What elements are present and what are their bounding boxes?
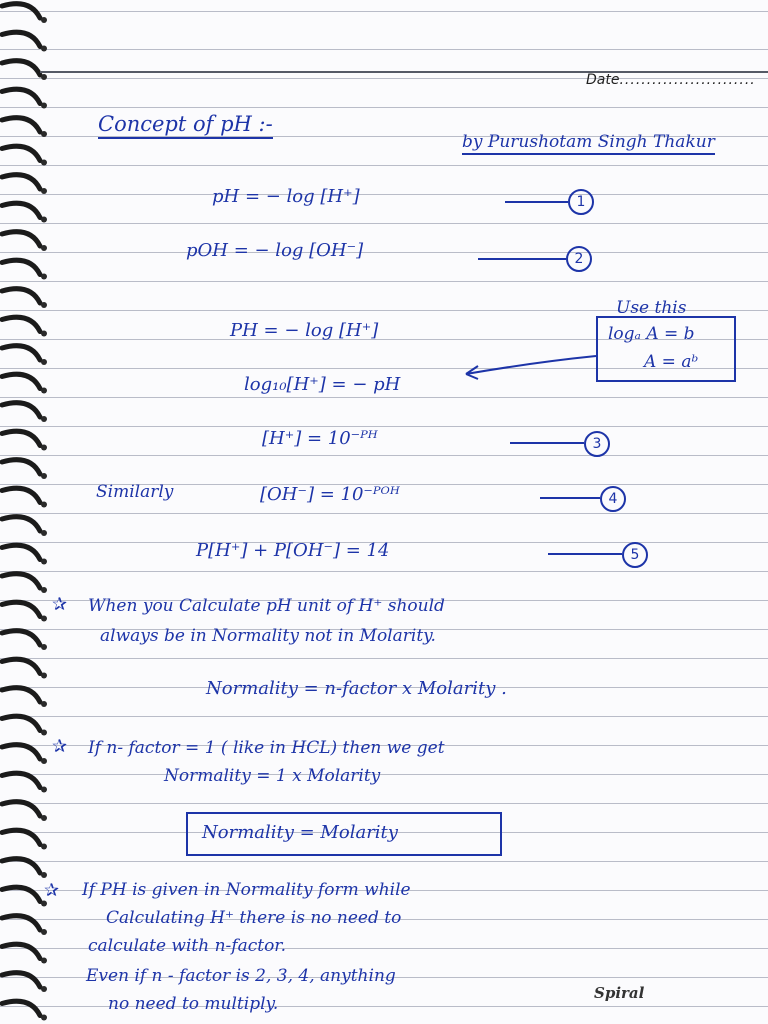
spiral-coil xyxy=(2,745,40,759)
note-3-line-1: If PH is given in Normality form while xyxy=(82,880,411,900)
spiral-hole xyxy=(41,473,47,479)
derivation-step-2: log₁₀[H⁺] = − pH xyxy=(244,374,401,395)
equation-3-arrow xyxy=(510,442,584,444)
spiral-coil xyxy=(2,916,40,930)
spiral-hole xyxy=(41,787,47,793)
spiral-coil xyxy=(2,89,40,103)
spiral-hole xyxy=(41,644,47,650)
spiral-coil xyxy=(2,802,40,816)
spiral-hole xyxy=(41,445,47,451)
spiral-coil xyxy=(2,317,40,331)
spiral-hole xyxy=(41,701,47,707)
boxed-statement: Normality = Molarity xyxy=(202,822,398,843)
spiral-coil xyxy=(2,203,40,217)
equation-1: pH = − log [H⁺] xyxy=(212,186,360,207)
equation-5: P[H⁺] + P[OH⁻] = 14 xyxy=(196,540,390,561)
log-hint-box xyxy=(596,316,736,382)
spiral-coil xyxy=(2,517,40,531)
author-credit: by Purushotam Singh Thakur xyxy=(462,132,715,155)
spiral-coil xyxy=(2,716,40,730)
equation-4-arrow xyxy=(540,497,600,499)
spiral-coil xyxy=(2,374,40,388)
spiral-coil xyxy=(2,403,40,417)
spiral-coil xyxy=(2,32,40,46)
spiral-hole xyxy=(41,986,47,992)
spiral-coil xyxy=(2,431,40,445)
derivation-step-1: PH = − log [H⁺] xyxy=(230,320,379,341)
log-hint-line-1: logₐ A = b xyxy=(608,324,695,344)
spiral-coil xyxy=(2,773,40,787)
spiral-hole xyxy=(41,587,47,593)
date-label: Date xyxy=(586,72,620,88)
equation-3-number: 3 xyxy=(584,431,610,457)
spiral-hole xyxy=(41,245,47,251)
spiral-hole xyxy=(41,844,47,850)
spiral-coil xyxy=(2,460,40,474)
spiral-binding xyxy=(0,0,60,1024)
spiral-hole xyxy=(41,872,47,878)
normality-equals-molarity-box xyxy=(186,812,502,856)
spiral-coil xyxy=(2,659,40,673)
note-1-line-2: always be in Normality not in Molarity. xyxy=(100,626,436,646)
spiral-hole xyxy=(41,530,47,536)
spiral-hole xyxy=(41,46,47,52)
spiral-hole xyxy=(41,103,47,109)
spiral-coil xyxy=(2,260,40,274)
spiral-hole xyxy=(41,730,47,736)
normality-formula: Normality = n-factor x Molarity . xyxy=(206,678,507,699)
equation-2: pOH = − log [OH⁻] xyxy=(186,240,364,261)
spiral-coil xyxy=(2,61,40,75)
hint-arrow xyxy=(456,352,598,382)
spiral-hole xyxy=(41,673,47,679)
spiral-hole xyxy=(41,958,47,964)
spiral-hole xyxy=(41,302,47,308)
note-3-line-2: Calculating H⁺ there is no need to xyxy=(106,908,402,928)
spiral-brand-logo: Spiral xyxy=(594,984,645,1002)
note-3-star-icon: ✰ xyxy=(44,880,60,901)
spiral-coil xyxy=(2,4,40,18)
spiral-hole xyxy=(41,160,47,166)
use-this-label: Use this xyxy=(616,298,687,318)
spiral-coil xyxy=(2,1001,40,1015)
spiral-coil xyxy=(2,545,40,559)
spiral-hole xyxy=(41,929,47,935)
spiral-hole xyxy=(41,416,47,422)
equation-5-number: 5 xyxy=(622,542,648,568)
equation-4: [OH⁻] = 10⁻ᴾᴼᴴ xyxy=(260,484,400,505)
spiral-coil xyxy=(2,146,40,160)
spiral-coil xyxy=(2,175,40,189)
spiral-coil xyxy=(2,887,40,901)
spiral-coil xyxy=(2,830,40,844)
spiral-hole xyxy=(41,17,47,23)
spiral-hole xyxy=(41,359,47,365)
spiral-coil xyxy=(2,944,40,958)
note-3-line-3: calculate with n-factor. xyxy=(88,936,286,956)
log-hint-line-2: A = aᵇ xyxy=(644,352,699,372)
note-3-line-5: no need to multiply. xyxy=(108,994,279,1014)
spiral-coil xyxy=(2,973,40,987)
spiral-hole xyxy=(41,217,47,223)
equation-5-arrow xyxy=(548,553,622,555)
spiral-coil xyxy=(2,574,40,588)
spiral-hole xyxy=(41,758,47,764)
spiral-hole xyxy=(41,131,47,137)
spiral-coil xyxy=(2,232,40,246)
spiral-hole xyxy=(41,559,47,565)
spiral-hole xyxy=(41,188,47,194)
note-1-star-icon: ✰ xyxy=(52,594,68,615)
equation-2-number: 2 xyxy=(566,246,592,272)
spiral-hole xyxy=(41,331,47,337)
spiral-hole xyxy=(41,502,47,508)
spiral-hole xyxy=(41,274,47,280)
note-2-line-2: Normality = 1 x Molarity xyxy=(164,766,381,786)
equation-1-number: 1 xyxy=(568,189,594,215)
spiral-coil xyxy=(2,346,40,360)
page-title: Concept of pH :- xyxy=(98,112,273,139)
equation-1-arrow xyxy=(505,201,568,203)
spiral-coil xyxy=(2,118,40,132)
spiral-coil xyxy=(2,859,40,873)
date-field xyxy=(586,72,756,88)
note-1-line-1: When you Calculate pH unit of H⁺ should xyxy=(88,596,445,616)
spiral-hole xyxy=(41,74,47,80)
spiral-coil xyxy=(2,631,40,645)
spiral-hole xyxy=(41,901,47,907)
spiral-hole xyxy=(41,388,47,394)
similarly-label: Similarly xyxy=(96,482,174,502)
equation-3: [H⁺] = 10⁻ᴾᴴ xyxy=(262,428,378,449)
note-2-star-icon: ✰ xyxy=(52,736,68,757)
spiral-coil xyxy=(2,488,40,502)
spiral-hole xyxy=(41,616,47,622)
date-dots: ......................... xyxy=(619,72,756,88)
note-2-line-1: If n- factor = 1 ( like in HCL) then we get xyxy=(88,738,445,758)
spiral-hole xyxy=(41,815,47,821)
equation-2-arrow xyxy=(478,258,566,260)
spiral-coil xyxy=(2,289,40,303)
equation-4-number: 4 xyxy=(600,486,626,512)
spiral-coil xyxy=(2,602,40,616)
note-3-line-4: Even if n - factor is 2, 3, 4, anything xyxy=(86,966,396,986)
spiral-coil xyxy=(2,688,40,702)
spiral-hole xyxy=(41,1015,47,1021)
